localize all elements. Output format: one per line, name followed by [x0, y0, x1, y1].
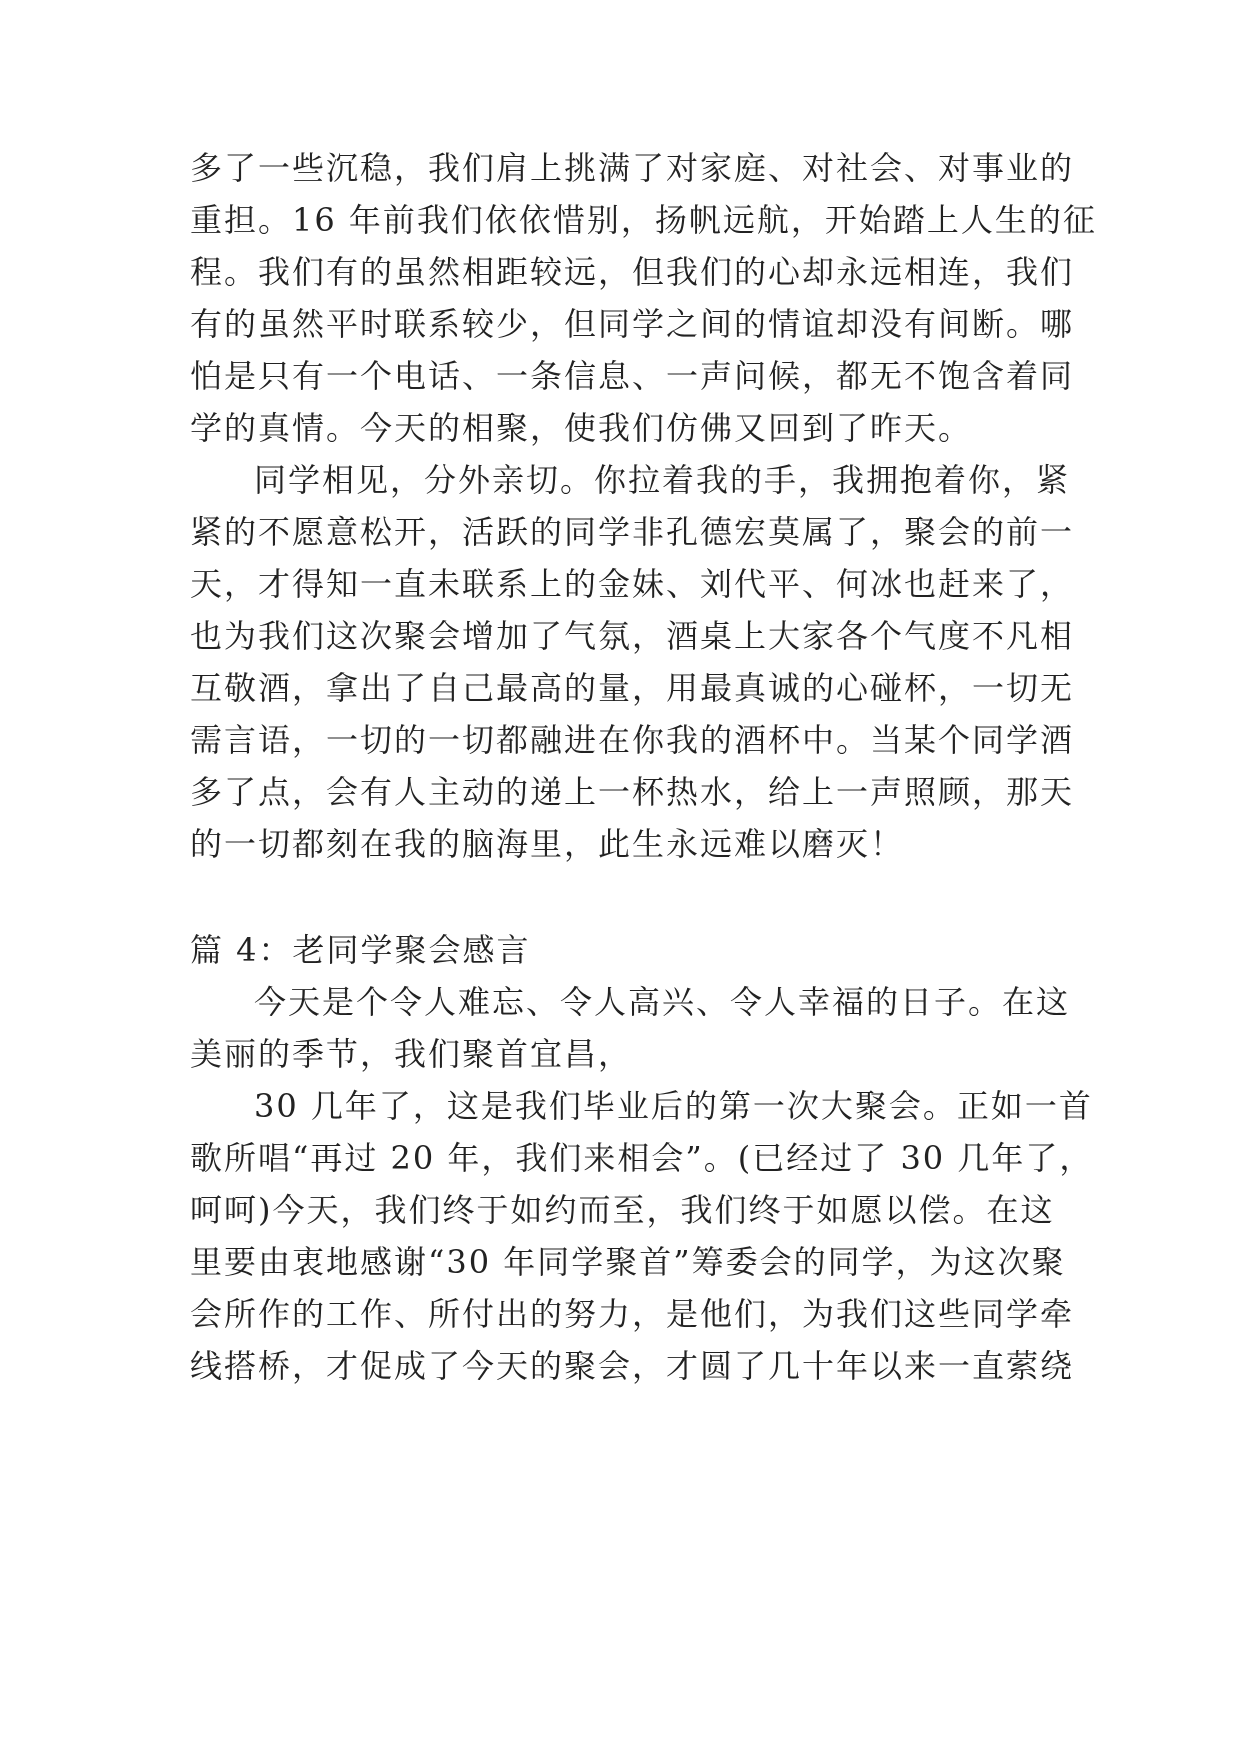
- text-line: 天，才得知一直未联系上的金妹、刘代平、何冰也赶来了，: [190, 565, 1075, 603]
- text-line: 呵呵)今天，我们终于如约而至，我们终于如愿以偿。在这: [190, 1191, 1055, 1229]
- text-line: 线搭桥，才促成了今天的聚会，才圆了几十年以来一直萦绕: [190, 1347, 1075, 1385]
- text-line: 互敬酒，拿出了自己最高的量，用最真诚的心碰杯，一切无: [190, 669, 1075, 707]
- text-line: 学的真情。今天的相聚，使我们仿佛又回到了昨天。: [190, 409, 973, 447]
- text-line: 有的虽然平时联系较少，但同学之间的情谊却没有间断。哪: [190, 305, 1075, 343]
- text-line: 重担。16 年前我们依依惜别，扬帆远航，开始踏上人生的征: [190, 201, 1097, 239]
- text-line: 怕是只有一个电话、一条信息、一声问候，都无不饱含着同: [190, 357, 1075, 395]
- section-title: 篇 4：老同学聚会感言: [190, 931, 531, 969]
- text-line: 同学相见，分外亲切。你拉着我的手，我拥抱着你，紧: [254, 461, 1071, 499]
- text-line: 需言语，一切的一切都融进在你我的酒杯中。当某个同学酒: [190, 721, 1075, 759]
- text-line: 也为我们这次聚会增加了气氛，酒桌上大家各个气度不凡相: [190, 617, 1075, 655]
- text-line: 30 几年了，这是我们毕业后的第一次大聚会。正如一首: [254, 1087, 1093, 1125]
- text-line: 美丽的季节，我们聚首宜昌，: [190, 1035, 633, 1073]
- text-line: 里要由衷地感谢“30 年同学聚首”筹委会的同学，为这次聚: [190, 1243, 1066, 1281]
- text-line: 程。我们有的虽然相距较远，但我们的心却永远相连，我们: [190, 253, 1075, 291]
- text-line: 紧的不愿意松开，活跃的同学非孔德宏莫属了，聚会的前一: [190, 513, 1075, 551]
- text-line: 会所作的工作、所付出的努力，是他们，为我们这些同学牵: [190, 1295, 1075, 1333]
- text-line: 今天是个令人难忘、令人高兴、令人幸福的日子。在这: [254, 983, 1071, 1021]
- text-line: 歌所唱“再过 20 年，我们来相会”。(已经过了 30 几年了，: [190, 1139, 1094, 1177]
- text-line: 多了点，会有人主动的递上一杯热水，给上一声照顾，那天: [190, 773, 1075, 811]
- text-line: 的一切都刻在我的脑海里，此生永远难以磨灭！: [190, 825, 905, 863]
- text-line: 多了一些沉稳，我们肩上挑满了对家庭、对社会、对事业的: [190, 149, 1075, 187]
